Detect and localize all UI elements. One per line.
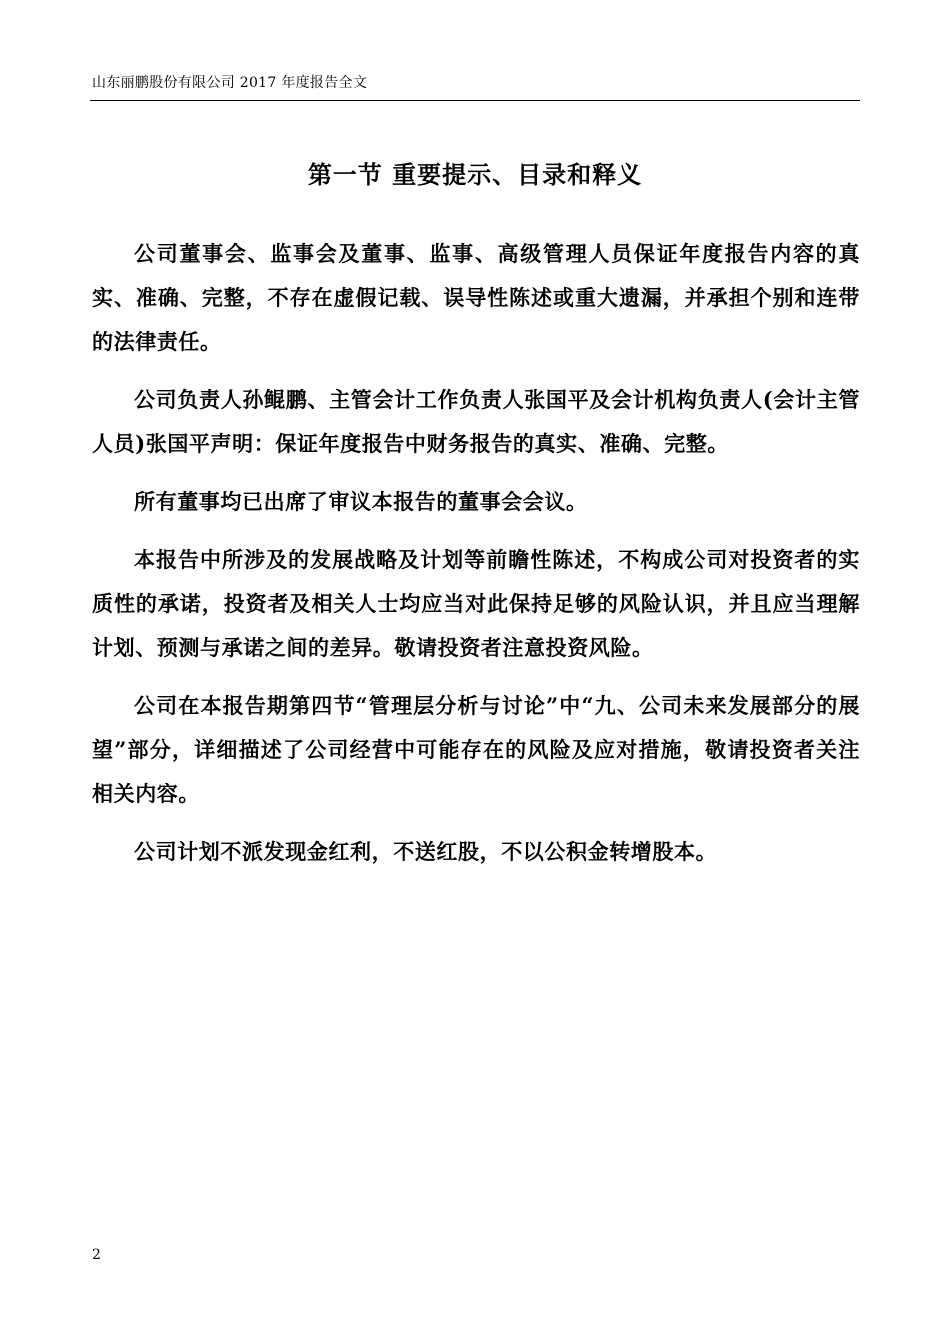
paragraph-responsibility-statement: 公司董事会、监事会及董事、监事、高级管理人员保证年度报告内容的真实、准确、完整，不存在虚假记载、误导性陈述或重大遗漏，并承担个别和连带的法律责任。: [92, 241, 860, 354]
document-body: [92, 232, 860, 888]
paragraph-officers-declaration: 公司负责人孙鲲鹏、主管会计工作负责人张国平及会计机构负责人(会计主管人员)张国平声明：保证年度报告中财务报告的真实、准确、完整。: [92, 387, 860, 456]
running-header: 山东丽鹏股份有限公司 2017 年度报告全文: [92, 75, 368, 91]
paragraph-risk-reference: 公司在本报告期第四节“管理层分析与讨论”中“九、公司未来发展部分的展望”部分，详细描述了公司经营中可能存在的风险及应对措施，敬请投资者关注相关内容。: [92, 693, 860, 806]
paragraph-forward-looking-disclaimer: 本报告中所涉及的发展战略及计划等前瞻性陈述，不构成公司对投资者的实质性的承诺，投资者及相关人士均应当对此保持足够的风险认识，并且应当理解计划、预测与承诺之间的差异。敬请投资者注意投资风险。: [92, 547, 860, 660]
page-number: 2: [92, 1247, 101, 1263]
header-divider: [90, 100, 860, 101]
paragraph-dividend-plan: 公司计划不派发现金红利，不送红股，不以公积金转增股本。: [134, 839, 718, 864]
section-title: 第一节 重要提示、目录和释义: [307, 160, 643, 189]
paragraph-board-attendance: 所有董事均已出席了审议本报告的董事会会议。: [134, 489, 588, 514]
